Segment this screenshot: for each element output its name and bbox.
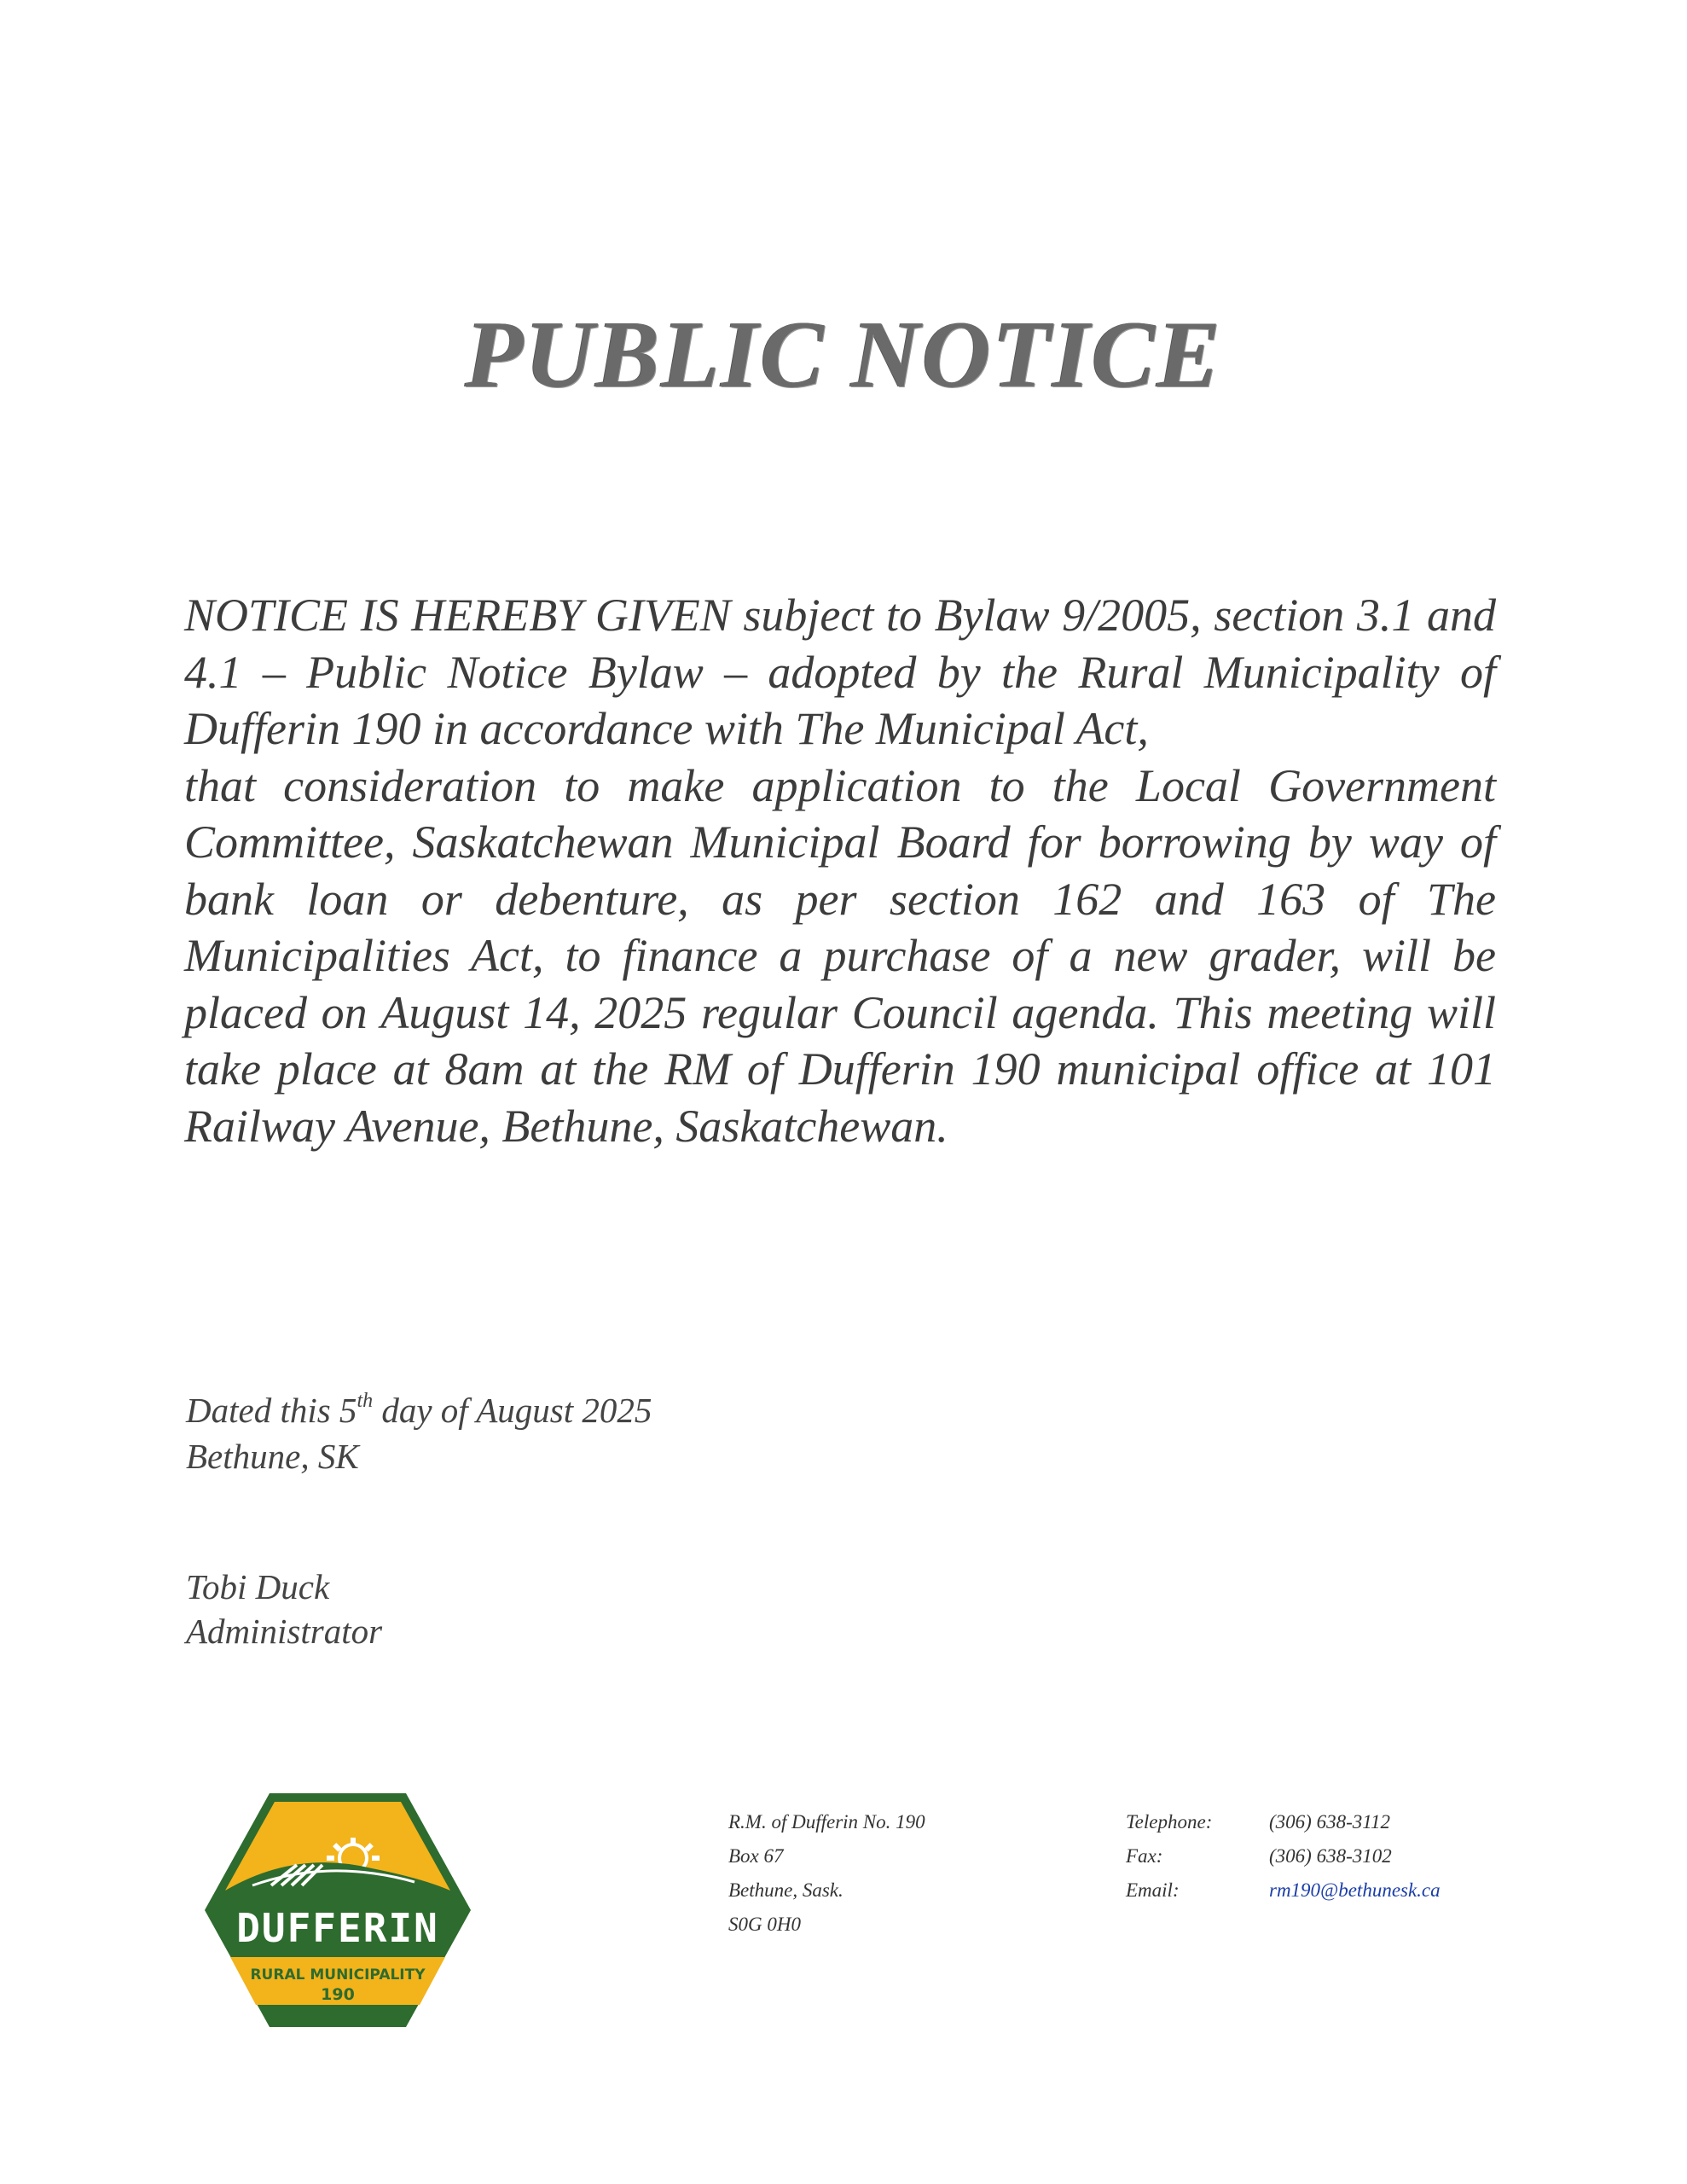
logo-name-text: DUFFERIN xyxy=(236,1905,439,1951)
dated-block xyxy=(186,1387,652,1479)
email-link[interactable]: rm190@bethunesk.ca xyxy=(1269,1879,1441,1901)
signer-name: Tobi Duck xyxy=(186,1567,330,1606)
dated-prefix: Dated this 5 xyxy=(186,1391,357,1430)
dated-line xyxy=(186,1387,652,1433)
contact-row-telephone xyxy=(1126,1805,1441,1839)
address-line: S0G 0H0 xyxy=(728,1914,801,1935)
footer-address xyxy=(728,1805,925,1942)
footer-contacts xyxy=(1126,1805,1441,1908)
contact-label: Email: xyxy=(1126,1879,1180,1901)
address-line: Bethune, Sask. xyxy=(728,1879,844,1901)
notice-paragraph-2: that consideration to make application to the Local Government Committee, Saskatchewan Municipal Board for borrowing by way of bank loan or debenture, as per section 162 and 163 of The Municipalities Act, to finance a purchase of a new grader, will be placed on August 14, 2025 regular Council agenda. This meeting will take place at 8am at the RM of Dufferin 190 municipal office at 101 Railway Avenue, Bethune, Saskatchewan. xyxy=(184,759,1496,1152)
contact-label: Telephone: xyxy=(1126,1811,1213,1833)
notice-body xyxy=(184,587,1496,1154)
address-line: Box 67 xyxy=(728,1845,784,1867)
dufferin-logo-graphic xyxy=(201,1790,474,2030)
logo-number-text: 190 xyxy=(321,1985,355,2004)
contact-row-fax xyxy=(1126,1839,1441,1873)
address-line: R.M. of Dufferin No. 190 xyxy=(728,1811,925,1833)
signer-role: Administrator xyxy=(186,1612,383,1651)
contact-label: Fax: xyxy=(1126,1845,1163,1867)
fax-value: (306) 638-3102 xyxy=(1269,1845,1392,1867)
logo-subtitle-text: RURAL MUNICIPALITY xyxy=(250,1966,426,1984)
notice-paragraph-1: NOTICE IS HEREBY GIVEN subject to Bylaw 9/2005, section 3.1 and 4.1 – Public Notice Bylaw – adopted by the Rural Municipality of Dufferin 190 in accordance with The Municipal Act, xyxy=(184,590,1496,754)
contact-row-email xyxy=(1126,1873,1441,1908)
dated-ordinal: th xyxy=(357,1390,374,1412)
page-title: PUBLIC NOTICE xyxy=(465,302,1222,408)
dated-suffix: day of August 2025 xyxy=(373,1391,652,1430)
telephone-value: (306) 638-3112 xyxy=(1269,1811,1391,1833)
dufferin-logo xyxy=(201,1790,474,2030)
dated-place: Bethune, SK xyxy=(186,1437,359,1476)
signature-block xyxy=(186,1565,382,1653)
